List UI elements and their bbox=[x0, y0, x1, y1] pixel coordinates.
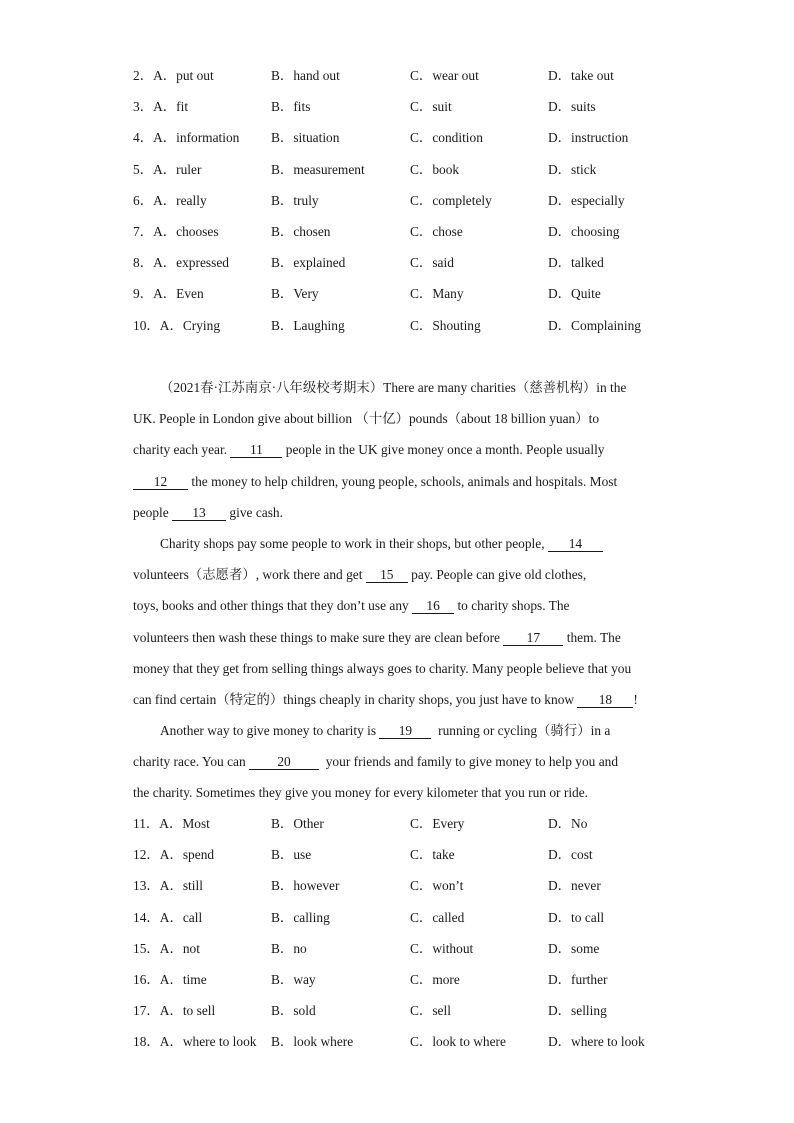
passage-line bbox=[133, 411, 665, 442]
passage-line bbox=[133, 442, 665, 473]
option-d[interactable]: D．Complaining bbox=[548, 317, 641, 333]
option-b[interactable]: B．fits bbox=[271, 99, 311, 115]
option-b[interactable]: B．sold bbox=[271, 1003, 316, 1019]
passage-text: charity each year. bbox=[133, 442, 228, 458]
option-c[interactable]: C．chose bbox=[410, 223, 463, 239]
passage-line bbox=[133, 692, 665, 723]
passage-text: people bbox=[133, 504, 169, 520]
question-number: 10． bbox=[133, 317, 160, 333]
option-b[interactable]: B．no bbox=[271, 940, 307, 956]
passage-line bbox=[133, 630, 665, 661]
option-c[interactable]: C．completely bbox=[410, 192, 492, 208]
passage-text: money that they get from selling things always goes to charity. Many people believe that you bbox=[133, 660, 632, 676]
passage-text: Charity shops pay some people to work in their shops, but other people, bbox=[160, 535, 545, 551]
option-a[interactable] bbox=[133, 130, 239, 146]
question-number: 15． bbox=[133, 940, 160, 956]
option-text: A．not bbox=[159, 940, 200, 956]
passage-line bbox=[133, 536, 665, 567]
question-number: 12． bbox=[133, 847, 160, 863]
question-number: 3． bbox=[133, 99, 154, 115]
option-c[interactable]: C．suit bbox=[410, 99, 452, 115]
passage-text: to charity shops. The bbox=[457, 598, 570, 614]
option-text: A．put out bbox=[153, 68, 214, 83]
option-a[interactable] bbox=[133, 972, 207, 988]
option-text: A．spend bbox=[159, 847, 215, 863]
option-c[interactable]: C．more bbox=[410, 971, 460, 987]
passage-text: （2021春·江苏南京·八年级校考期末）There are many charities（慈善机构）in the bbox=[160, 380, 627, 395]
passage-text: them. The bbox=[566, 629, 621, 645]
option-a[interactable] bbox=[133, 318, 220, 334]
option-b[interactable]: B．way bbox=[271, 971, 316, 987]
option-text: A．to sell bbox=[159, 1003, 216, 1019]
passage-text: volunteers（志愿者）, work there and get bbox=[133, 567, 363, 583]
option-c[interactable]: C．said bbox=[410, 255, 454, 271]
passage-text: ! bbox=[633, 691, 638, 707]
question-number: 18． bbox=[133, 1034, 160, 1050]
option-a[interactable] bbox=[133, 162, 201, 178]
passage-line bbox=[133, 785, 665, 816]
option-c[interactable]: C．won’t bbox=[410, 878, 464, 894]
option-text: A．where to look bbox=[159, 1034, 257, 1050]
question-number: 2． bbox=[133, 68, 154, 83]
passage-text: charity race. You can bbox=[133, 754, 246, 770]
option-text: A．still bbox=[159, 878, 203, 894]
question-number: 9． bbox=[133, 286, 154, 302]
blank-13[interactable]: 13 bbox=[172, 505, 226, 521]
passage-text: UK. People in London give about billion （十亿）pounds（about 18 billion yuan）to bbox=[133, 411, 600, 427]
option-d[interactable]: D．to call bbox=[548, 909, 605, 925]
option-d[interactable]: D．especially bbox=[548, 192, 625, 208]
passage-text: running or cycling（骑行）in a bbox=[438, 723, 611, 739]
passage-line bbox=[133, 505, 665, 536]
option-a[interactable] bbox=[133, 910, 202, 926]
passage-line bbox=[133, 380, 665, 411]
option-d[interactable]: D．No bbox=[548, 816, 588, 831]
option-c[interactable]: C．look to where bbox=[410, 1034, 506, 1050]
option-a[interactable] bbox=[133, 68, 214, 84]
option-b[interactable]: B．hand out bbox=[271, 68, 340, 83]
option-a[interactable] bbox=[133, 99, 188, 115]
option-d[interactable]: D．suits bbox=[548, 99, 596, 115]
passage-text: volunteers then wash these things to make sure they are clean before bbox=[133, 629, 500, 645]
option-text: A．fit bbox=[153, 99, 189, 115]
option-d[interactable]: D．never bbox=[548, 878, 601, 894]
option-d[interactable]: D．instruction bbox=[548, 130, 629, 146]
option-c[interactable]: C．Many bbox=[410, 286, 464, 302]
question-number: 4． bbox=[133, 130, 154, 146]
option-text: A．Most bbox=[159, 816, 210, 831]
option-text: A．expressed bbox=[153, 255, 229, 271]
option-text: A．Crying bbox=[159, 317, 221, 333]
option-a[interactable] bbox=[133, 286, 204, 302]
option-d[interactable]: D．where to look bbox=[548, 1034, 645, 1050]
option-d[interactable]: D．talked bbox=[548, 255, 604, 271]
question-number: 16． bbox=[133, 971, 160, 987]
option-c[interactable]: C．sell bbox=[410, 1003, 451, 1019]
option-b[interactable]: B．explained bbox=[271, 255, 346, 271]
option-c[interactable]: C．book bbox=[410, 161, 460, 177]
option-b[interactable]: B．chosen bbox=[271, 223, 331, 239]
option-b[interactable]: B．use bbox=[271, 847, 312, 863]
passage-text: pay. People can give old clothes, bbox=[411, 567, 587, 583]
option-text: A．really bbox=[153, 192, 207, 208]
option-text: A．time bbox=[159, 971, 207, 987]
question-number: 5． bbox=[133, 161, 154, 177]
passage-line bbox=[133, 598, 665, 629]
option-b[interactable]: B．Laughing bbox=[271, 317, 345, 333]
passage-text: the money to help children, young people, schools, animals and hospitals. Most bbox=[191, 473, 618, 489]
option-c[interactable]: C．take bbox=[410, 847, 455, 863]
option-a[interactable] bbox=[133, 941, 200, 957]
question-number: 13． bbox=[133, 878, 160, 894]
passage-text: can find certain（特定的）things cheaply in charity shops, you just have to know bbox=[133, 691, 575, 707]
option-a[interactable] bbox=[133, 255, 229, 271]
blank-14[interactable]: 14 bbox=[548, 536, 603, 552]
option-c[interactable]: C．wear out bbox=[410, 68, 479, 83]
passage-line bbox=[133, 567, 665, 598]
passage-line bbox=[133, 474, 665, 505]
option-c[interactable]: C．without bbox=[410, 940, 474, 956]
blank-20[interactable]: 20 bbox=[249, 754, 319, 770]
option-text: A．information bbox=[153, 130, 240, 146]
question-number: 14． bbox=[133, 909, 160, 925]
option-a[interactable] bbox=[133, 878, 203, 894]
option-a[interactable] bbox=[133, 847, 214, 863]
option-text: A．call bbox=[159, 909, 203, 925]
passage-text: your friends and family to give money to help you and bbox=[325, 754, 619, 770]
option-a[interactable] bbox=[133, 193, 207, 209]
option-d[interactable]: D．cost bbox=[548, 847, 593, 863]
option-d[interactable]: D．Quite bbox=[548, 286, 601, 302]
blank-18[interactable]: 18 bbox=[577, 692, 633, 708]
blank-15[interactable]: 15 bbox=[366, 567, 408, 583]
option-b[interactable]: B．however bbox=[271, 878, 340, 894]
option-c[interactable]: C．called bbox=[410, 909, 465, 925]
passage-line bbox=[133, 723, 665, 754]
question-number: 6． bbox=[133, 192, 154, 208]
cloze-passage bbox=[133, 380, 665, 817]
option-c[interactable]: C．condition bbox=[410, 130, 483, 146]
option-b[interactable]: B．Very bbox=[271, 286, 319, 302]
question-number: 7． bbox=[133, 223, 154, 239]
option-b[interactable]: B．Other bbox=[271, 816, 324, 831]
passage-line bbox=[133, 661, 665, 692]
option-c[interactable]: C．Shouting bbox=[410, 317, 481, 333]
blank-19[interactable]: 19 bbox=[379, 723, 431, 739]
option-d[interactable]: D．some bbox=[548, 940, 600, 956]
question-number: 8． bbox=[133, 255, 154, 271]
question-number: 17． bbox=[133, 1003, 160, 1019]
blank-11[interactable]: 11 bbox=[230, 442, 282, 458]
option-d[interactable]: D．stick bbox=[548, 161, 597, 177]
blank-12[interactable]: 12 bbox=[133, 474, 188, 490]
option-a[interactable] bbox=[133, 1034, 256, 1050]
option-d[interactable]: D．selling bbox=[548, 1003, 607, 1019]
option-a[interactable] bbox=[133, 1003, 215, 1019]
blank-16[interactable]: 16 bbox=[412, 598, 454, 614]
passage-text: people in the UK give money once a month. People usually bbox=[285, 442, 605, 458]
option-text: A．Even bbox=[153, 286, 204, 302]
option-text: A．ruler bbox=[153, 161, 202, 177]
option-b[interactable]: B．look where bbox=[271, 1034, 354, 1050]
blank-17[interactable]: 17 bbox=[503, 630, 563, 646]
passage-text: toys, books and other things that they don’t use any bbox=[133, 598, 409, 614]
option-c[interactable]: C．Every bbox=[410, 816, 465, 831]
passage-text: Another way to give money to charity is bbox=[160, 723, 377, 739]
option-b[interactable]: B．situation bbox=[271, 130, 340, 146]
option-d[interactable]: D．further bbox=[548, 971, 608, 987]
option-a[interactable] bbox=[133, 816, 210, 832]
passage-text: give cash. bbox=[229, 504, 283, 520]
option-text: A．chooses bbox=[153, 223, 219, 239]
option-b[interactable]: B．measurement bbox=[271, 161, 365, 177]
passage-text: the charity. Sometimes they give you money for every kilometer that you run or ride. bbox=[133, 785, 589, 801]
option-d[interactable]: D．choosing bbox=[548, 223, 620, 239]
option-b[interactable]: B．calling bbox=[271, 909, 330, 925]
option-d[interactable]: D．take out bbox=[548, 68, 614, 83]
option-b[interactable]: B．truly bbox=[271, 192, 319, 208]
option-a[interactable] bbox=[133, 224, 219, 240]
passage-line bbox=[133, 754, 665, 785]
question-number: 11． bbox=[133, 816, 160, 831]
